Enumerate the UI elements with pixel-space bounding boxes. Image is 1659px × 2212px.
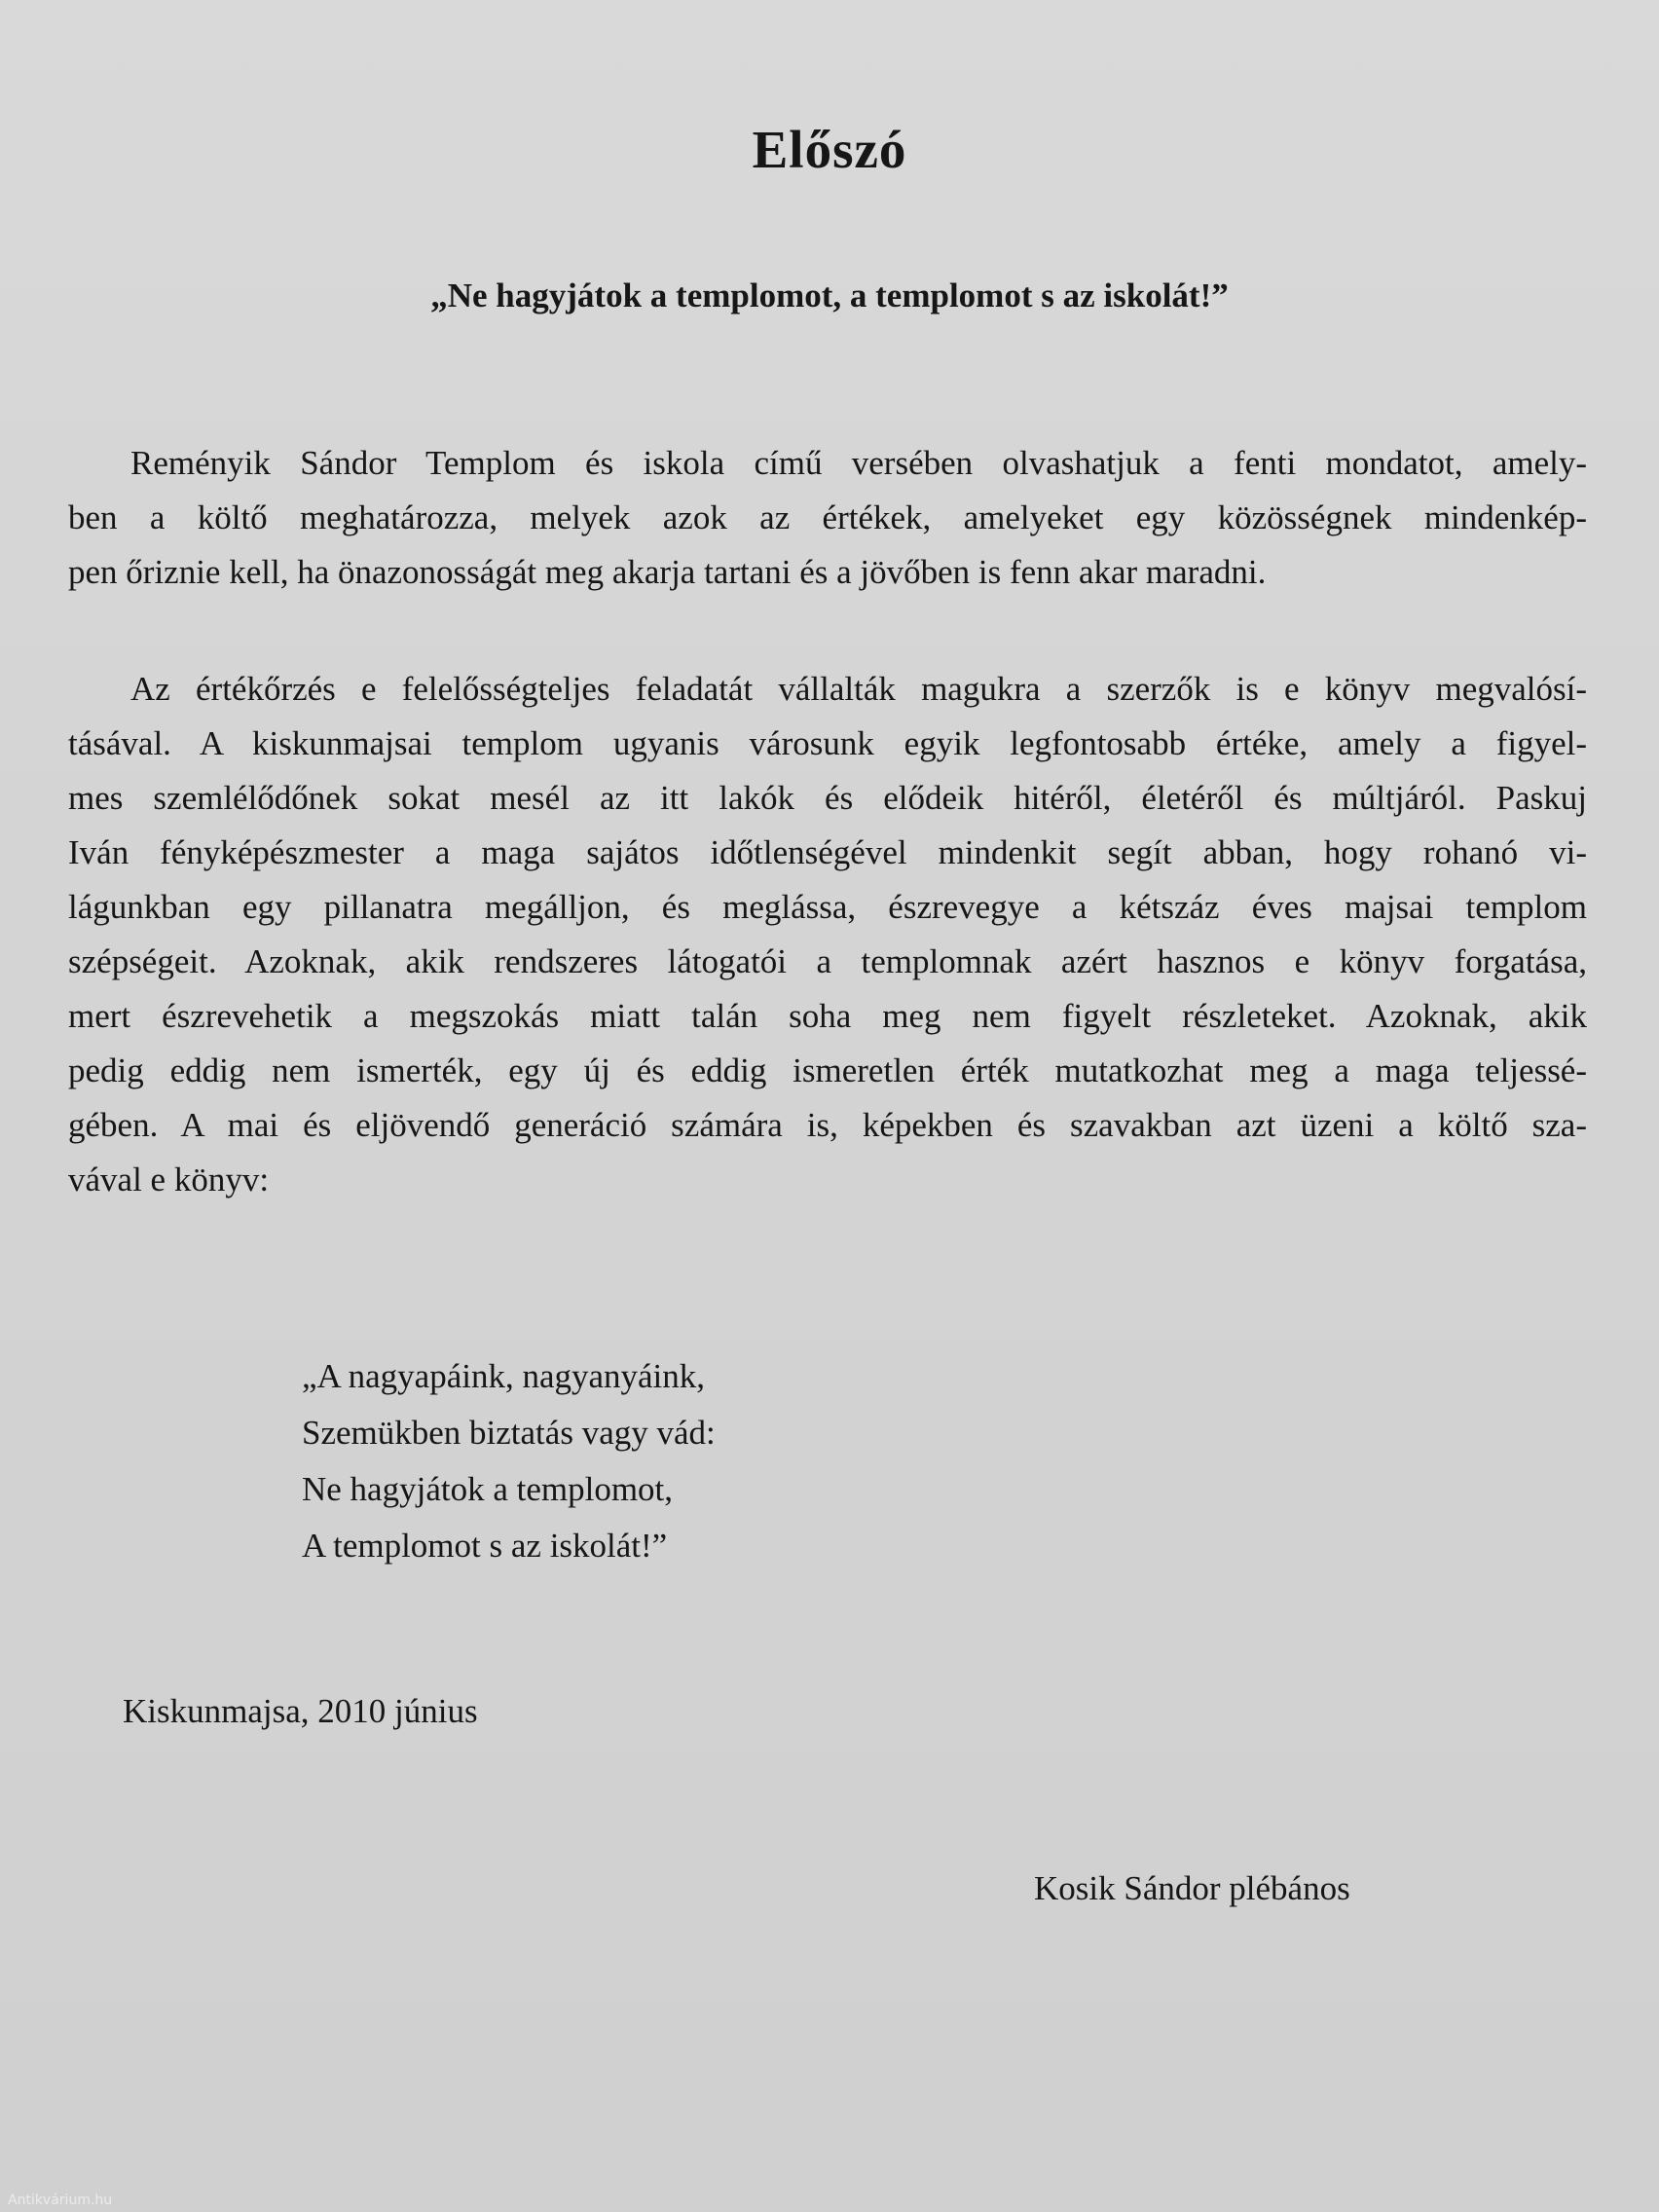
poem-quote (302, 1348, 716, 1574)
paragraph-line: Iván fényképészmester a maga sajátos időtlenségével mindenkit segít abban, hogy rohanó vi- (68, 833, 1587, 871)
paragraph-2 (68, 662, 1587, 1207)
paragraph-line: tásával. A kiskunmajsai templom ugyanis városunk egyik legfontosabb értéke, amely a figyel- (68, 724, 1587, 762)
poem-line: „A nagyapáink, nagyanyáink, (302, 1357, 706, 1395)
paragraph-line: lágunkban egy pillanatra megálljon, és meglássa, észrevegye a kétszáz éves majsai templom (68, 888, 1587, 926)
paragraph-line: szépségeit. Azoknak, akik rendszeres látogatói a templomnak azért hasznos e könyv forgatása, (68, 942, 1587, 980)
paragraph-1 (68, 436, 1587, 600)
poem-line: Ne hagyjátok a templomot, (302, 1470, 674, 1508)
place-date: Kiskunmajsa, 2010 június (123, 1692, 478, 1730)
paragraph-line: pedig eddig nem ismerték, egy új és eddig ismeretlen érték mutatkozhat meg a maga teljessé- (68, 1051, 1587, 1089)
watermark: Antikvárium.hu (8, 2193, 113, 2208)
page-title: Előszó (752, 120, 907, 179)
paragraph-line: Reményik Sándor Templom és iskola című versében olvashatjuk a fenti mondatot, amely- (130, 444, 1587, 482)
paragraph-line: mes szemlélődőnek sokat mesél az itt lakók és elődeik hitéről, életéről és múltjáról. Paskuj (68, 779, 1587, 817)
poem-line: Szemükben biztatás vagy vád: (302, 1414, 716, 1452)
paragraph-line: gében. A mai és eljövendő generáció számára is, képekben és szavakban azt üzeni a költő sza- (68, 1106, 1587, 1144)
motto-quote: „Ne hagyjátok a templomot, a templomot s az iskolát!” (430, 276, 1229, 314)
paragraph-line: vával e könyv: (68, 1161, 270, 1198)
paragraph-line: Az értékőrzés e felelősségteljes feladatát vállalták magukra a szerzők is e könyv megvalósí- (130, 670, 1587, 708)
paragraph-line: mert észrevehetik a megszokás miatt talán soha meg nem figyelt részleteket. Azoknak, akik (68, 997, 1587, 1035)
paragraph-line: ben a költő meghatározza, melyek azok az értékek, amelyeket egy közösségnek mindenkép- (68, 498, 1587, 536)
poem-line: A templomot s az iskolát!” (302, 1527, 668, 1565)
paragraph-line: pen őriznie kell, ha önazonosságát meg akarja tartani és a jövőben is fenn akar maradni. (68, 553, 1267, 591)
signature: Kosik Sándor plébános (1034, 1869, 1350, 1907)
